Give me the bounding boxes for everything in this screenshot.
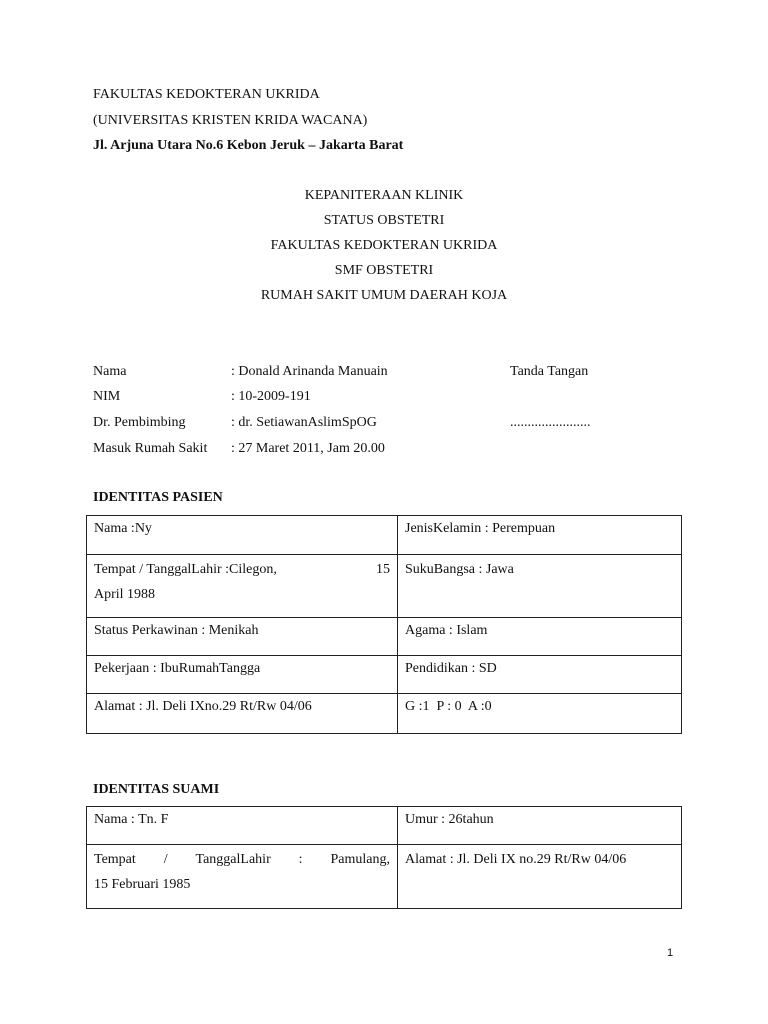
title-line-1: KEPANITERAAN KLINIK [304,188,464,203]
table-row [87,618,682,656]
admission-label: Masuk Rumah Sakit [93,441,208,456]
patient-marital-cell: Status Perkawinan : Menikah [87,618,398,656]
patient-occupation-cell: Pekerjaan : IbuRumahTangga [87,656,398,694]
faculty-address: Jl. Arjuna Utara No.6 Kebon Jeruk – Jakarta Barat [93,138,404,153]
nim-label: NIM [93,389,121,404]
husband-birth-word: / [163,852,168,867]
supervisor-label: Dr. Pembimbing [93,415,186,430]
title-line-2: STATUS OBSTETRI [323,213,445,228]
university-name: (UNIVERSITAS KRISTEN KRIDA WACANA) [93,113,368,128]
table-row [87,694,682,734]
patient-birth-date: April 1988 [94,587,156,602]
husband-identity-heading: IDENTITAS SUAMI [93,782,220,797]
husband-birth-date: 15 Februari 1985 [94,877,191,892]
signature-line: ....................... [510,415,591,430]
husband-birth-cell [87,845,398,909]
patient-identity-heading: IDENTITAS PASIEN [93,490,223,505]
faculty-name: FAKULTAS KEDOKTERAN UKRIDA [93,87,320,102]
signature-label: Tanda Tangan [510,364,589,379]
table-row [87,807,682,845]
husband-address: Alamat : Jl. Deli IX no.29 Rt/Rw 04/06 [405,852,627,867]
patient-religion-cell: Agama : Islam [398,618,682,656]
supervisor-value: : dr. SetiawanAslimSpOG [231,415,377,430]
patient-identity-table [86,515,682,734]
patient-gpa-cell: G :1 P : 0 A :0 [398,694,682,734]
table-row [87,845,682,909]
husband-address-cell [398,845,682,909]
patient-address-cell: Alamat : Jl. Deli IXno.29 Rt/Rw 04/06 [87,694,398,734]
admission-value: : 27 Maret 2011, Jam 20.00 [231,441,385,456]
patient-gender-cell: JenisKelamin : Perempuan [398,516,682,555]
husband-name-cell: Nama : Tn. F [87,807,398,845]
husband-age-cell: Umur : 26tahun [398,807,682,845]
patient-birth-cell [87,555,398,618]
page-number: 1 [667,947,674,959]
student-name-label: Nama [93,364,127,379]
student-name-value: : Donald Arinanda Manuain [231,364,388,379]
table-row [87,516,682,555]
title-line-3: FAKULTAS KEDOKTERAN UKRIDA [270,238,498,253]
patient-name-cell: Nama :Ny [87,516,398,555]
husband-birth-word: : [298,852,303,867]
husband-birth-word: Tempat [94,852,136,867]
patient-education-cell: Pendidikan : SD [398,656,682,694]
nim-value: : 10-2009-191 [231,389,311,404]
patient-ethnicity-cell [398,555,682,618]
patient-birth-place: Tempat / TanggalLahir :Cilegon, [94,562,277,577]
husband-birth-word: TanggalLahir [195,852,271,867]
husband-birth-word: Pamulang, [330,852,390,867]
title-line-5: RUMAH SAKIT UMUM DAERAH KOJA [260,288,508,303]
patient-ethnicity: SukuBangsa : Jawa [405,562,514,577]
title-line-4: SMF OBSTETRI [334,263,434,278]
husband-identity-table [86,806,682,909]
table-row [87,656,682,694]
patient-birth-day: 15 [376,562,390,577]
table-row [87,555,682,618]
